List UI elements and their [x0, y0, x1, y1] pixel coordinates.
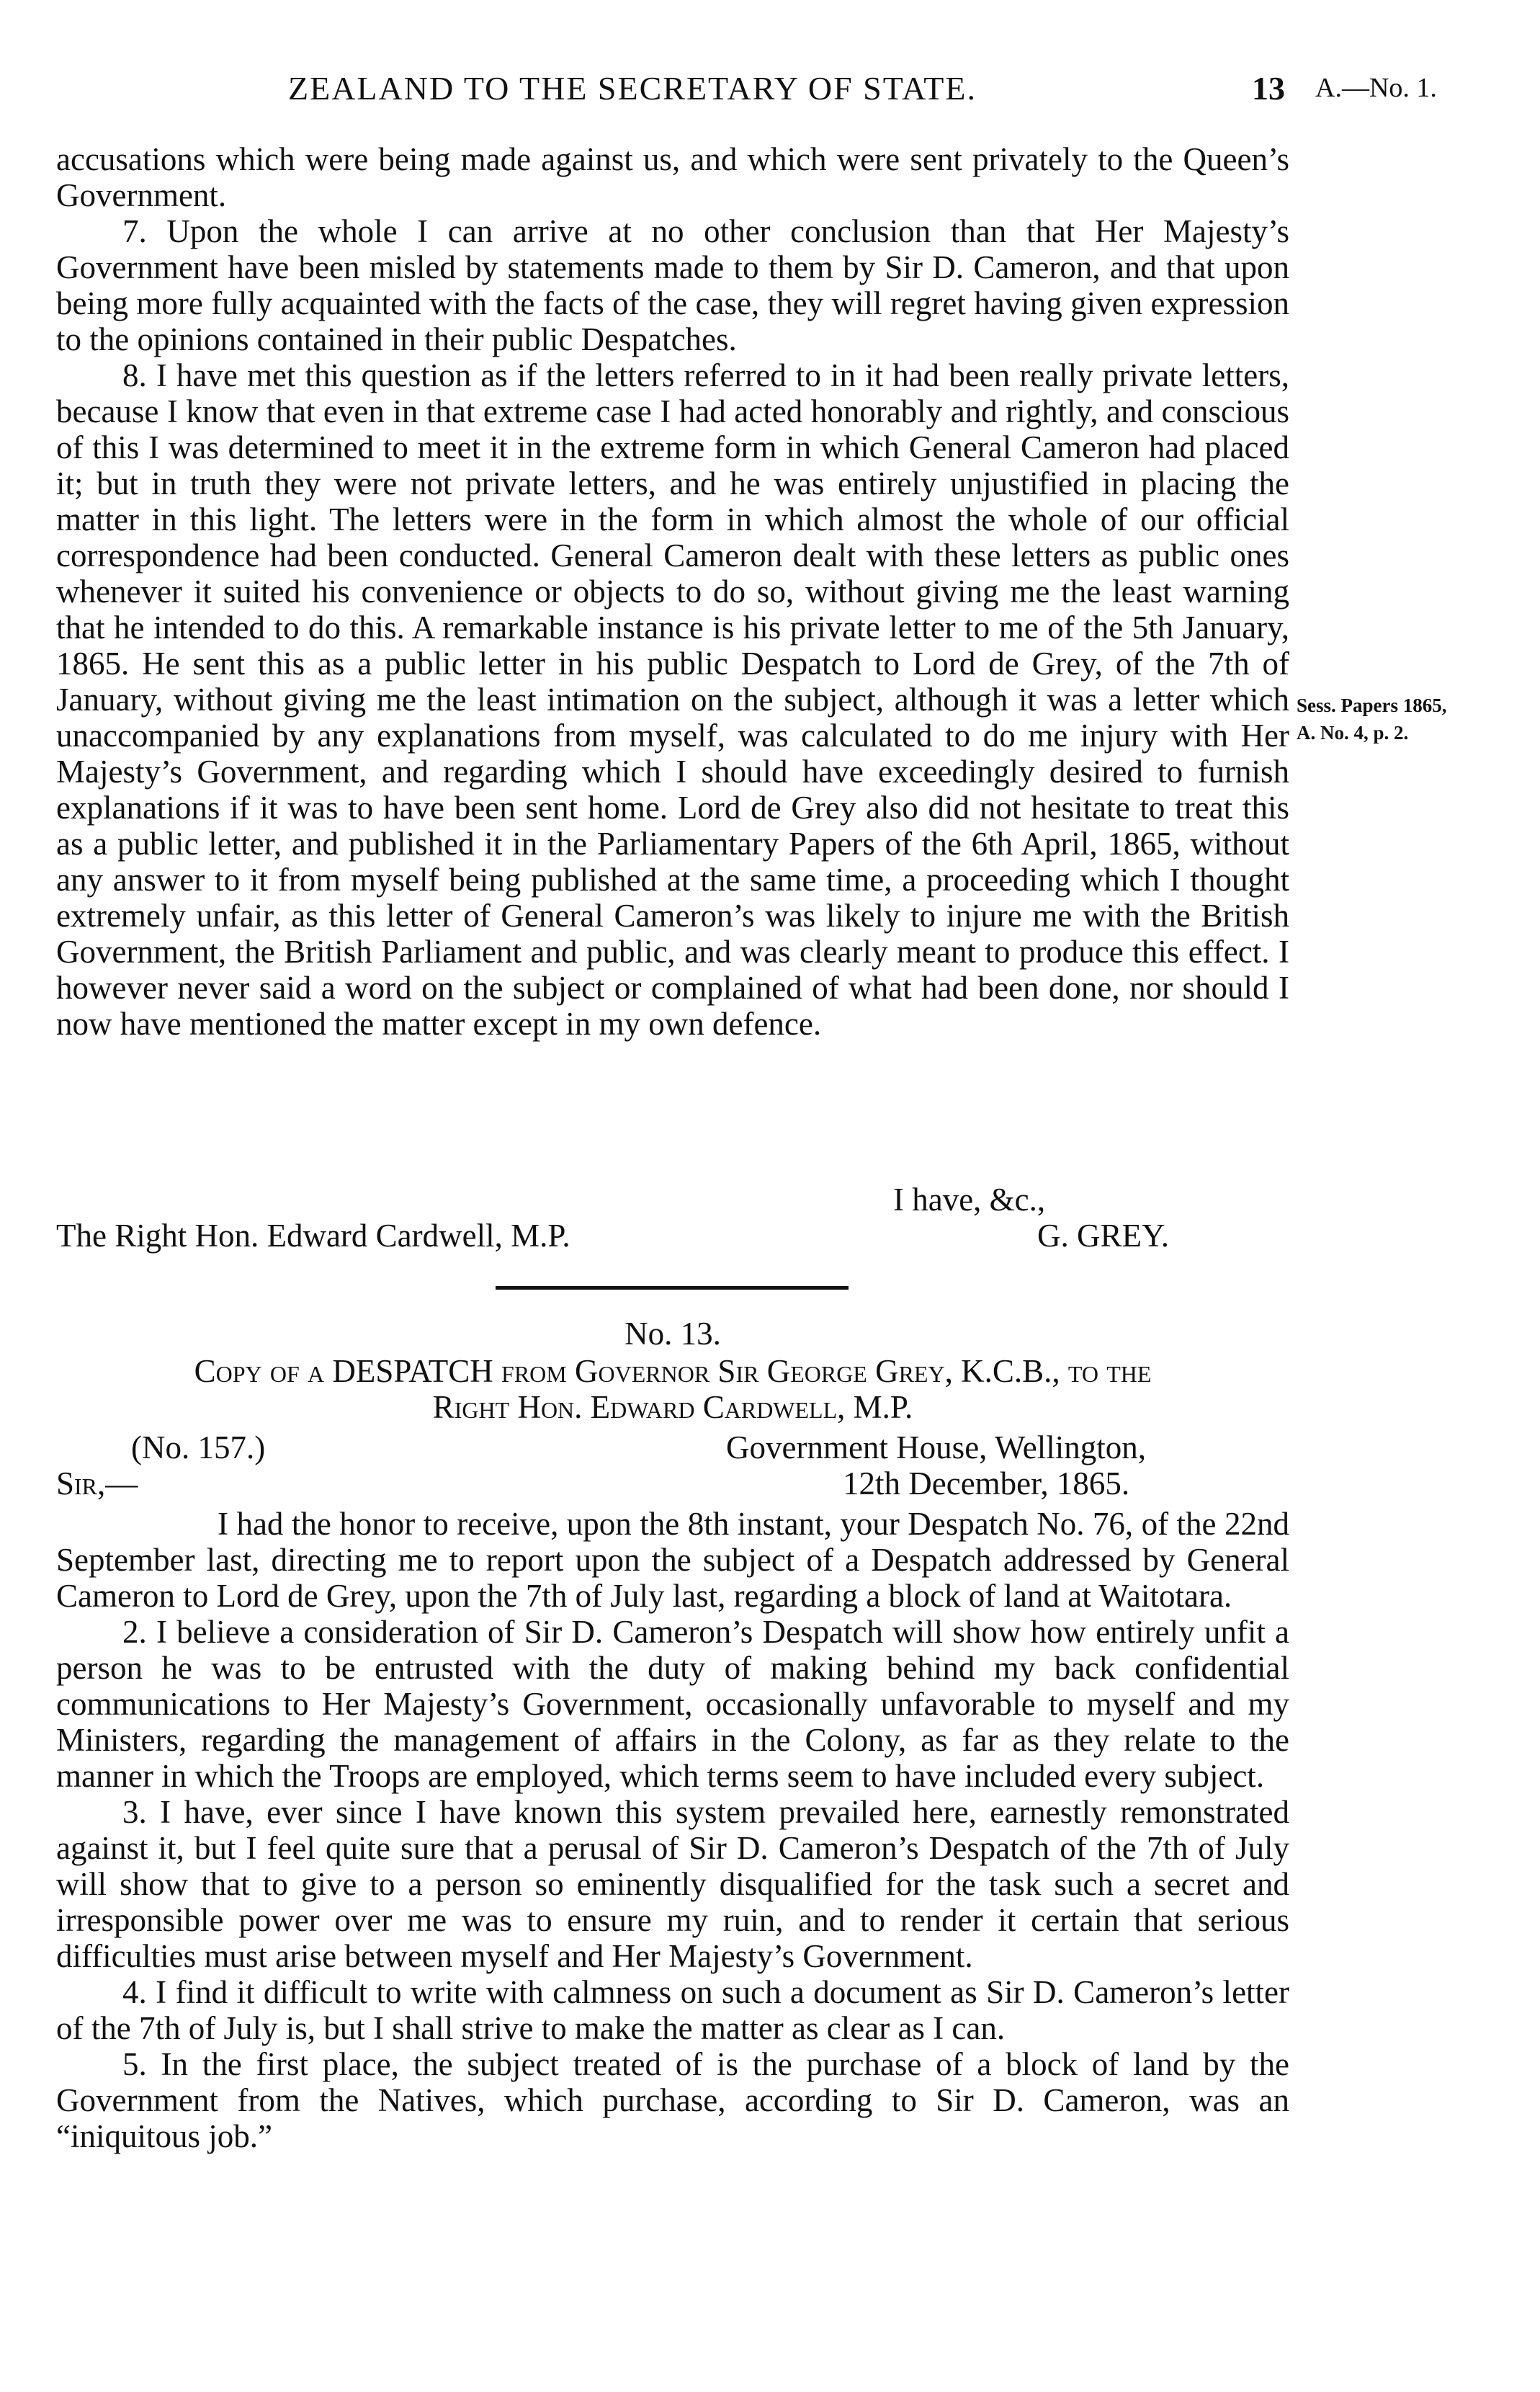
page-number: 13: [1252, 70, 1285, 107]
paragraph-1: I had the honor to receive, upon the 8th instant, your Despatch No. 76, of the 22nd September last, directing me to report upon the subject of a Despatch addressed by General Cameron to Lord de Grey, upon the 7th of July last, regarding a block of land at Waitotara.: [56, 1506, 1289, 1614]
closing-phrase: I have, &c.,: [893, 1182, 1046, 1218]
paper-reference: A.—No. 1.: [1315, 73, 1437, 103]
margin-note-line-2: A. No. 4, p. 2.: [1297, 722, 1409, 744]
despatch-date: 12th December, 1865.: [843, 1465, 1130, 1501]
running-title: ZEALAND TO THE SECRETARY OF STATE.: [288, 70, 977, 107]
margin-note-line-1: Sess. Papers 1865,: [1297, 695, 1447, 716]
section-2-body: [56, 1506, 1289, 2154]
addressee: The Right Hon. Edward Cardwell, M.P.: [56, 1218, 570, 1254]
despatch-number: No. 13.: [624, 1316, 721, 1352]
signature: G. GREY.: [1037, 1218, 1169, 1254]
despatch-heading-line-1: Copy of a DESPATCH from Governor Sir George Grey, K.C.B., to the: [194, 1353, 1152, 1389]
despatch-reference-number: (No. 157.): [131, 1429, 266, 1465]
section-1-body: [56, 141, 1289, 1042]
paragraph-4: 4. I find it difficult to write with calmness on such a document as Sir D. Cameron’s letter of the 7th of July is, but I shall strive to make the matter as clear as I can.: [56, 1974, 1289, 2046]
paragraph-8: 8. I have met this question as if the letters referred to in it had been really private letters, because I know that even in that extreme case I had acted honorably and rightly, and conscious of this I was determined to meet it in the extreme form in which General Cameron had placed it; but in truth they were not private letters, and he was entirely unjustified in placing the matter in this light. The letters were in the form in which almost the whole of our official correspondence had been conducted. General Cameron dealt with these letters as public ones whenever it suited his convenience or objects to do so, without giving me the least warning that he intended to do this. A remarkable instance is his private letter to me of the 5th January, 1865. He sent this as a public letter in his public Despatch to Lord de Grey, of the 7th of January, without giving me the least intimation on the subject, although it was a letter which unaccompanied by any explanations from myself, was calculated to do me injury with Her Majesty’s Government, and regarding which I should have exceedingly desired to furnish explanations if it was to have been sent home. Lord de Grey also did not hesitate to treat this as a public letter, and published it in the Parliamentary Papers of the 6th April, 1865, without any answer to it from myself being published at the same time, a proceeding which I thought extremely unfair, as this letter of General Cameron’s was likely to injure me with the British Government, the British Parliament and public, and was clearly meant to produce this effect. I however never said a word on the subject or complained of what had been done, nor should I now have mentioned the matter except in my own defence.: [56, 357, 1289, 1042]
paragraph-continued: accusations which were being made against us, and which were sent privately to the Queen’s Government.: [56, 141, 1289, 213]
despatch-location: Government House, Wellington,: [726, 1429, 1146, 1465]
salutation: Sir,—: [56, 1465, 138, 1501]
paragraph-5: 5. In the first place, the subject treated of is the purchase of a block of land by the Government from the Natives, which purchase, according to Sir D. Cameron, was an “iniquitous job.”: [56, 2046, 1289, 2154]
margin-note: [1297, 692, 1534, 746]
paragraph-7: 7. Upon the whole I can arrive at no other conclusion than that Her Majesty’s Government have been misled by statements made to them by Sir D. Cameron, and that upon being more fully acquainted with the facts of the case, they will regret having given expression to the opinions contained in their public Despatches.: [56, 213, 1289, 357]
paragraph-3: 3. I have, ever since I have known this system prevailed here, earnestly remonstrated against it, but I feel quite sure that a perusal of Sir D. Cameron’s Despatch of the 7th of July will show that to give to a person so eminently disqualified for the task such a secret and irresponsible power over me was to ensure my ruin, and to render it certain that serious difficulties must arise between myself and Her Majesty’s Government.: [56, 1794, 1289, 1974]
paragraph-2: 2. I believe a consideration of Sir D. Cameron’s Despatch will show how entirely unfit a person he was to be entrusted with the duty of making behind my back confidential communications to Her Majesty’s Government, occasionally unfavorable to myself and my Ministers, regarding the management of affairs in the Colony, as far as they relate to the manner in which the Troops are employed, which terms seem to have included every subject.: [56, 1614, 1289, 1794]
section-divider: [496, 1286, 849, 1290]
running-header: [0, 69, 1540, 112]
despatch-heading-line-2: Right Hon. Edward Cardwell, M.P.: [432, 1389, 913, 1425]
